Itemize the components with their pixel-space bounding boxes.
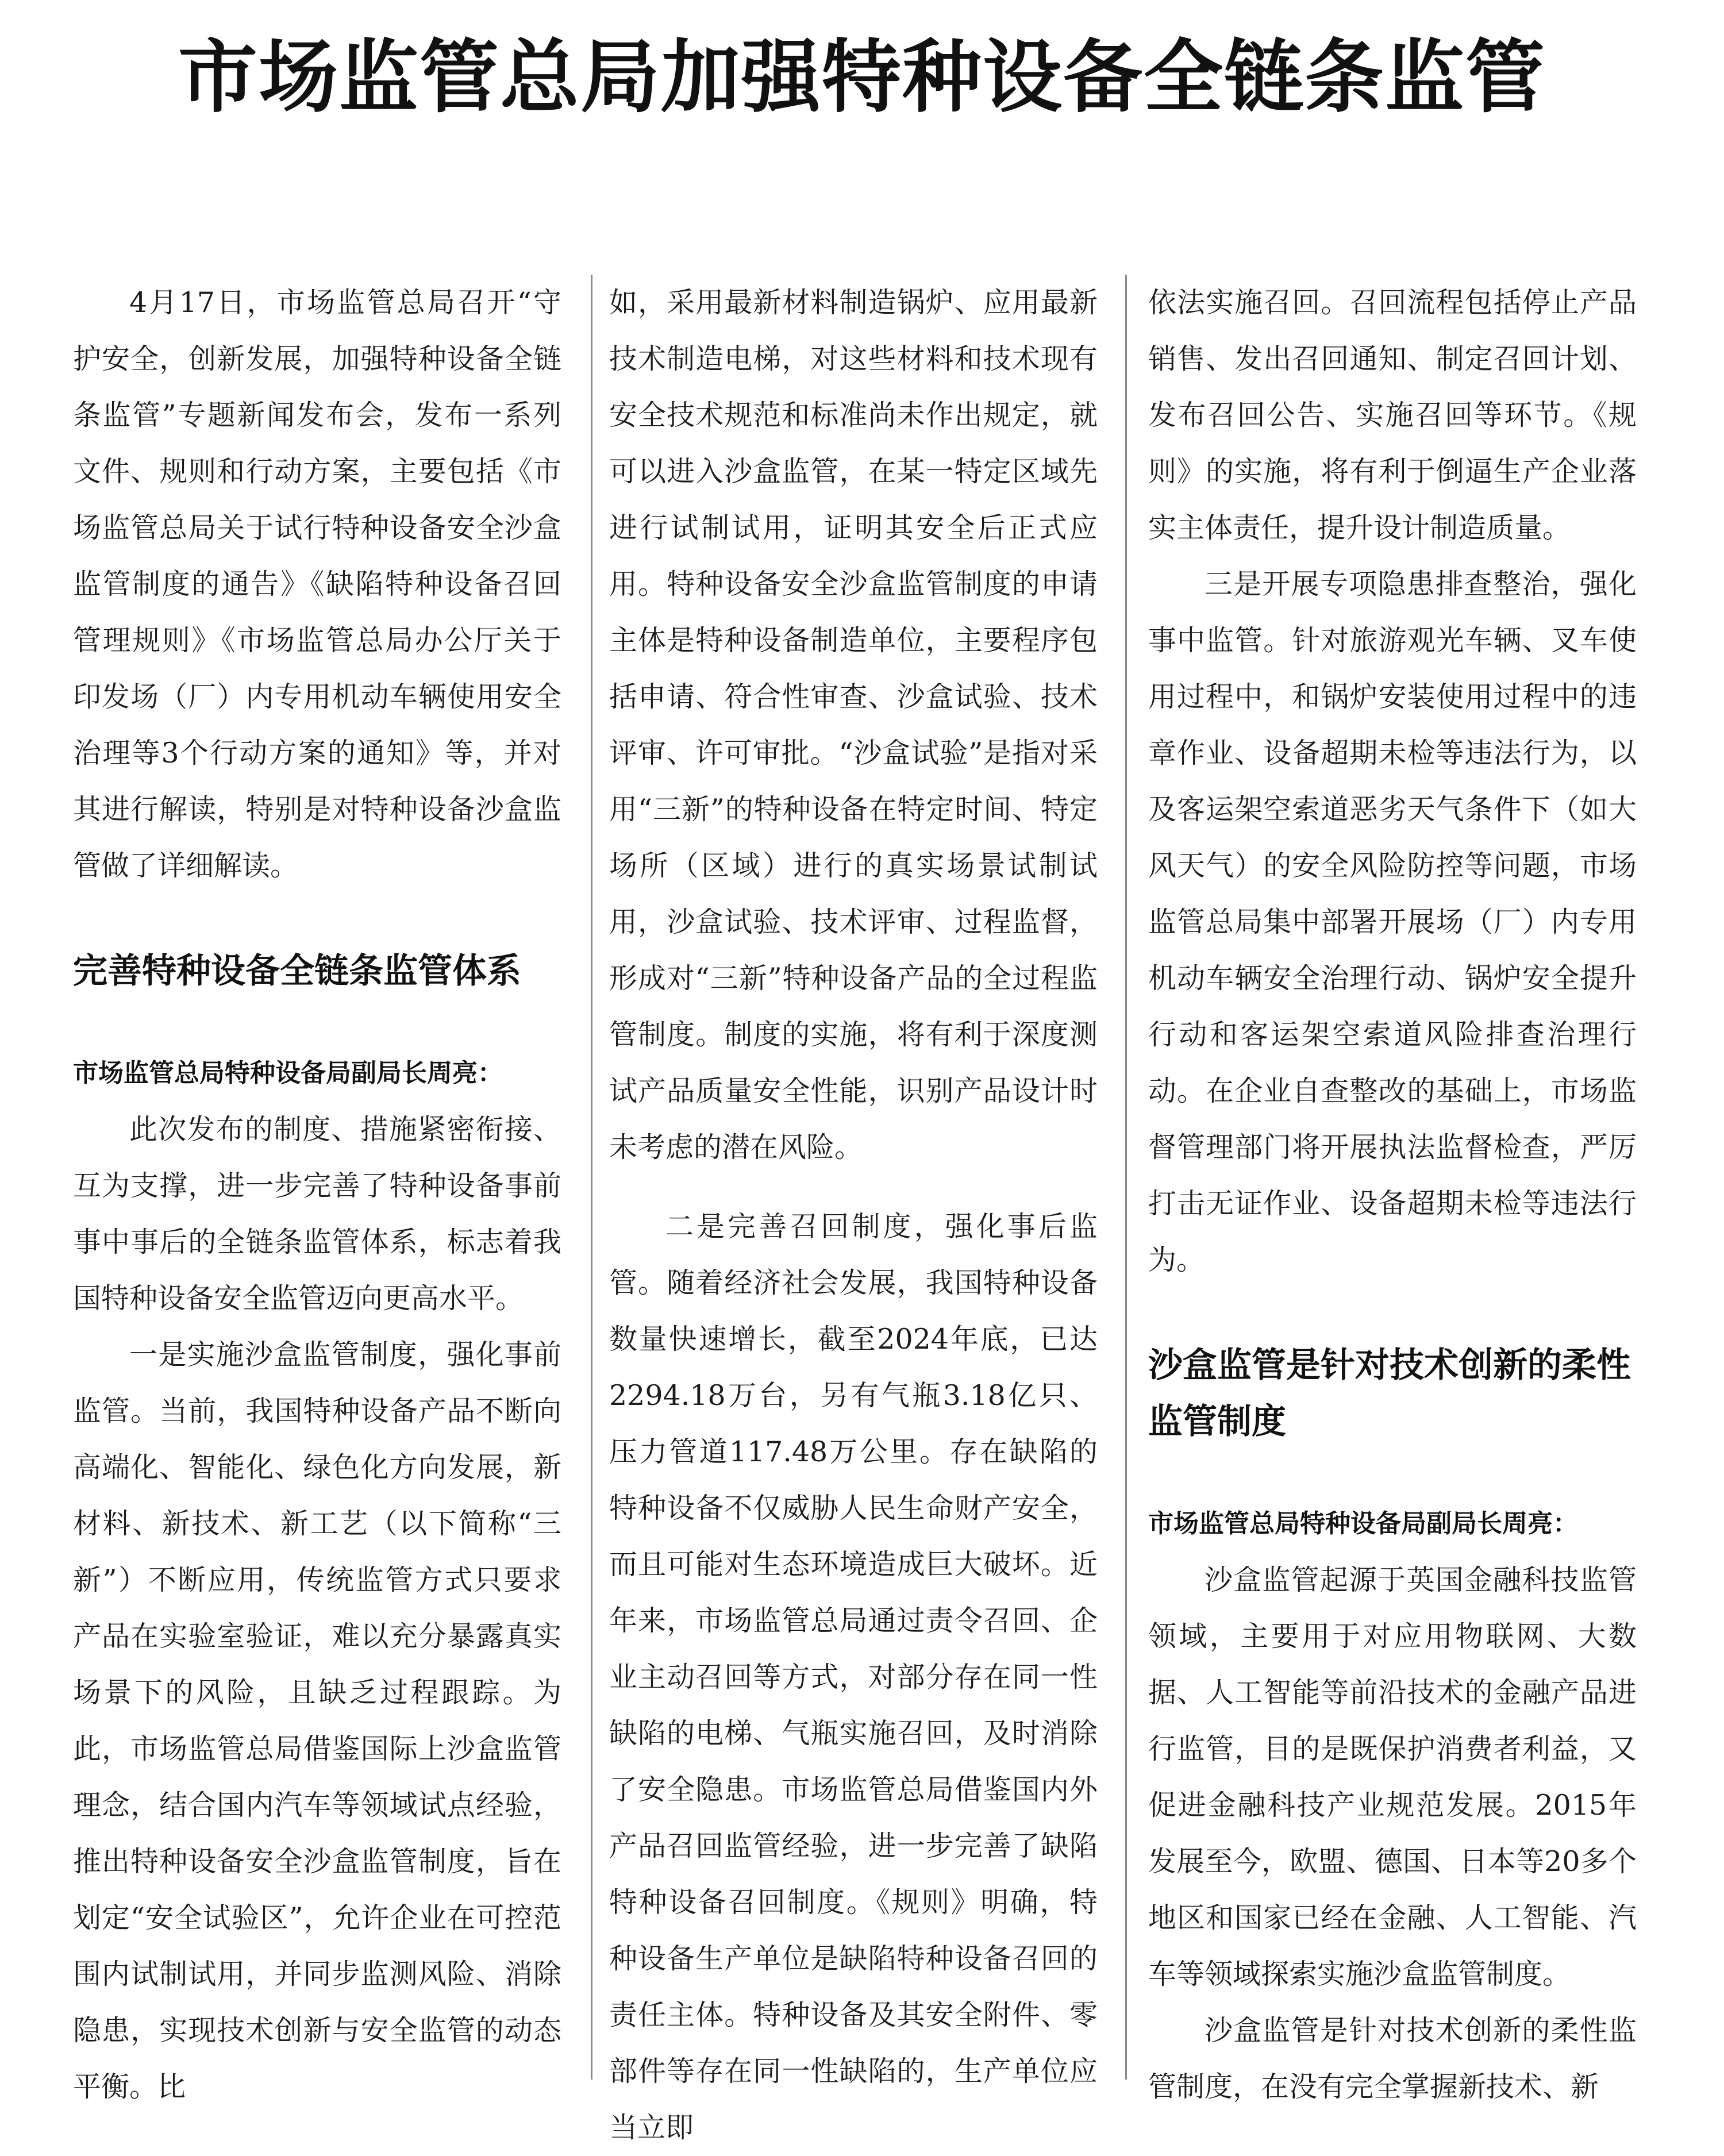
column-divider: [591, 275, 592, 2080]
column-divider: [1125, 275, 1127, 2080]
article-headline: 市场监管总局加强特种设备全链条监管: [178, 31, 1546, 124]
article-column-2: [609, 275, 1098, 2156]
section-heading: 完善特种设备全链条监管体系: [73, 951, 521, 991]
article-column-1: [73, 275, 561, 2115]
speaker-label: 市场监管总局特种设备局副局长周亮：: [1148, 1509, 1578, 1538]
paragraph: 沙盒监管起源于英国金融科技监管领域，主要用于对应用物联网、大数据、人工智能等前沿技术的金融产品进行监管，目的是既保护消费者利益，又促进金融科技产业规范发展。2015年发展至今，欧盟、德国、日本等20多个地区和国家已经在金融、人工智能、汽车等领域探索实施沙盒监管制度。: [1148, 1564, 1637, 1991]
paragraph-continued: 如，采用最新材料制造锅炉、应用最新技术制造电梯，对这些材料和技术现有安全技术规范和标准尚未作出规定，就可以进入沙盒监管，在某一特定区域先进行试制试用，证明其安全后正式应用。特种设备安全沙盒监管制度的申请主体是特种设备制造单位，主要程序包括申请、符合性审查、沙盒试验、技术评审、许可审批。“沙盒试验”是指对采用“三新”的特种设备在特定时间、特定场所（区域）进行的真实场景试制试用，沙盒试验、技术评审、过程监督，形成对“三新”特种设备产品的全过程监管制度。制度的实施，将有利于深度测试产品质量安全性能，识别产品设计时未考虑的潜在风险。: [609, 286, 1098, 1164]
paragraph: 此次发布的制度、措施紧密衔接、互为支撑，进一步完善了特种设备事前事中事后的全链条监管体系，标志着我国特种设备安全监管迈向更高水平。: [73, 1113, 561, 1315]
paragraph-continued: 依法实施召回。召回流程包括停止产品销售、发出召回通知、制定召回计划、发布召回公告、实施召回等环节。《规则》的实施，将有利于倒逼生产企业落实主体责任，提升设计制造质量。: [1148, 286, 1637, 544]
paragraph: 二是完善召回制度，强化事后监管。随着经济社会发展，我国特种设备数量快速增长，截至2024年底，已达2294.18万台，另有气瓶3.18亿只、压力管道117.48万公里。存在缺陷的特种设备不仅威胁人民生命财产安全，而且可能对生态环境造成巨大破坏。近年来，市场监管总局通过责令召回、企业主动召回等方式，对部分存在同一性缺陷的电梯、气瓶实施召回，及时消除了安全隐患。市场监管总局借鉴国内外产品召回监管经验，进一步完善了缺陷特种设备召回制度。《规则》明确，特种设备生产单位是缺陷特种设备召回的责任主体。特种设备及其安全附件、零部件等存在同一性缺陷的，生产单位应当立即: [609, 1210, 1098, 2144]
paragraph: 一是实施沙盒监管制度，强化事前监管。当前，我国特种设备产品不断向高端化、智能化、绿色化方向发展，新材料、新技术、新工艺（以下简称“三新”）不断应用，传统监管方式只要求产品在实验室验证，难以充分暴露真实场景下的风险，且缺乏过程跟踪。为此，市场监管总局借鉴国际上沙盒监管理念，结合国内汽车等领域试点经验，推出特种设备安全沙盒监管制度，旨在划定“安全试验区”，允许企业在可控范围内试制试用，并同步监测风险、消除隐患，实现技术创新与安全监管的动态平衡。比: [73, 1338, 561, 2103]
section-heading: 沙盒监管是针对技术创新的柔性监管制度: [1148, 1345, 1631, 1442]
paragraph: 三是开展专项隐患排查整治，强化事中监管。针对旅游观光车辆、叉车使用过程中，和锅炉安装使用过程中的违章作业、设备超期未检等违法行为，以及客运架空索道恶劣天气条件下（如大风天气）的安全风险防控等问题，市场监管总局集中部署开展场（厂）内专用机动车辆安全治理行动、锅炉安全提升行动和客运架空索道风险排查治理行动。在企业自查整改的基础上，市场监督管理部门将开展执法监督检查，严厉打击无证作业、设备超期未检等违法行为。: [1148, 568, 1637, 1276]
article-column-3: [1148, 275, 1637, 2115]
paragraph: 4月17日，市场监管总局召开“守护安全，创新发展，加强特种设备全链条监管”专题新闻发布会，发布一系列文件、规则和行动方案，主要包括《市场监管总局关于试行特种设备安全沙盒监管制度的通告》《缺陷特种设备召回管理规则》《市场监管总局办公厅关于印发场（厂）内专用机动车辆使用安全治理等3个行动方案的通知》等，并对其进行解读，特别是对特种设备沙盒监管做了详细解读。: [73, 286, 561, 882]
speaker-label: 市场监管总局特种设备局副局长周亮：: [73, 1058, 503, 1088]
paragraph: 沙盒监管是针对技术创新的柔性监管制度，在没有完全掌握新技术、新: [1148, 2014, 1637, 2103]
